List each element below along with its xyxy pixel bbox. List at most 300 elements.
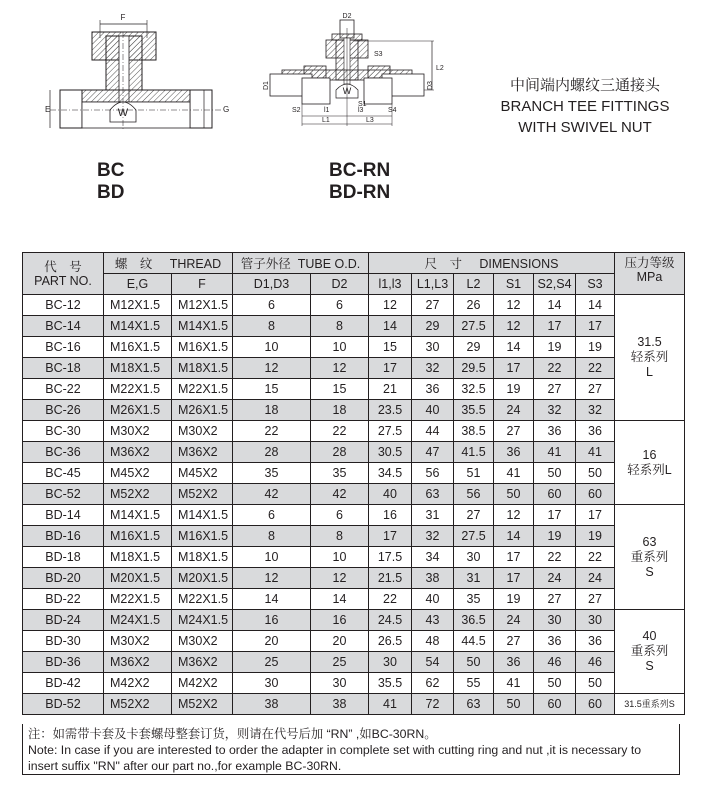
table-row [23, 610, 685, 631]
pressure-series: 重系列 [630, 644, 669, 658]
table-cell: 36 [534, 421, 576, 442]
table-cell: 8 [311, 526, 369, 547]
table-cell: 25 [233, 652, 311, 673]
table-cell: M20X1.5 [172, 568, 233, 589]
table-cell: 21 [369, 379, 412, 400]
table-cell: 40 [412, 400, 454, 421]
table-cell: 12 [233, 358, 311, 379]
table-cell: 22 [311, 421, 369, 442]
table-cell: 36 [576, 631, 615, 652]
table-cell: 17 [494, 568, 534, 589]
table-cell: 6 [233, 295, 311, 316]
table-cell: M45X2 [172, 463, 233, 484]
table-row [23, 694, 685, 715]
table-cell: 50 [494, 484, 534, 505]
table-cell: 60 [576, 484, 615, 505]
table-cell: M42X2 [172, 673, 233, 694]
part-number-cell: BD-22 [23, 589, 104, 610]
table-cell: 35 [311, 463, 369, 484]
table-cell: M24X1.5 [104, 610, 172, 631]
table-cell: 50 [534, 673, 576, 694]
table-cell: 15 [311, 379, 369, 400]
table-cell: 30 [576, 610, 615, 631]
table-cell: 17 [576, 316, 615, 337]
table-cell: 36 [576, 421, 615, 442]
table-row [23, 673, 685, 694]
col-d2: D2 [311, 274, 369, 295]
pressure-code: S [645, 564, 654, 579]
table-cell: 35 [233, 463, 311, 484]
table-cell: M52X2 [172, 484, 233, 505]
table-row [23, 589, 685, 610]
model-bc-rn: BC-RN [329, 160, 391, 181]
label-l1: l1 [324, 107, 330, 114]
table-cell: M14X1.5 [104, 505, 172, 526]
table-cell: 28 [311, 442, 369, 463]
table-cell: 38.5 [454, 421, 494, 442]
table-cell: 38 [233, 694, 311, 715]
table-cell: 36.5 [454, 610, 494, 631]
table-cell: 14 [494, 337, 534, 358]
table-row [23, 442, 685, 463]
table-cell: 43 [412, 610, 454, 631]
table-cell: 6 [311, 505, 369, 526]
table-cell: 27.5 [454, 316, 494, 337]
table-cell: 27 [494, 421, 534, 442]
table-cell: 24 [534, 568, 576, 589]
part-number-cell: BD-18 [23, 547, 104, 568]
table-cell: 46 [576, 652, 615, 673]
table-cell: 8 [233, 526, 311, 547]
table-cell: M18X1.5 [172, 547, 233, 568]
table-cell: 54 [412, 652, 454, 673]
col-d1d3: D1,D3 [233, 274, 311, 295]
col-l2: L2 [454, 274, 494, 295]
table-cell: 12 [494, 295, 534, 316]
table-cell: 6 [311, 295, 369, 316]
table-cell: 12 [494, 316, 534, 337]
table-cell: 17 [494, 547, 534, 568]
table-cell: 22 [576, 547, 615, 568]
table-cell: 34 [412, 547, 454, 568]
pressure-rating-cell [615, 505, 685, 610]
table-cell: M36X2 [104, 442, 172, 463]
table-cell: M26X1.5 [172, 400, 233, 421]
table-cell: 17 [534, 505, 576, 526]
col-l1l3-small: l1,l3 [369, 274, 412, 295]
table-cell: 14 [233, 589, 311, 610]
model-bc: BC [97, 160, 125, 181]
table-cell: 19 [534, 337, 576, 358]
part-number-cell: BC-45 [23, 463, 104, 484]
table-cell: 19 [576, 337, 615, 358]
table-cell: 48 [412, 631, 454, 652]
label-L3: L3 [366, 117, 374, 124]
table-cell: 16 [311, 610, 369, 631]
table-cell: 21.5 [369, 568, 412, 589]
pressure-value: 31.5重系列S [624, 698, 675, 709]
table-cell: 41 [534, 442, 576, 463]
table-cell: 12 [494, 505, 534, 526]
table-cell: 24.5 [369, 610, 412, 631]
table-cell: M36X2 [104, 652, 172, 673]
table-cell: 50 [576, 463, 615, 484]
table-cell: 14 [494, 526, 534, 547]
model-labels-left [97, 160, 124, 204]
table-cell: M42X2 [104, 673, 172, 694]
part-number-cell: BC-30 [23, 421, 104, 442]
table-cell: 27 [576, 379, 615, 400]
table-cell: M52X2 [172, 694, 233, 715]
table-cell: M30X2 [104, 631, 172, 652]
table-cell: M22X1.5 [104, 589, 172, 610]
table-cell: 12 [311, 568, 369, 589]
table-cell: 27 [576, 589, 615, 610]
pressure-value: 16 [642, 447, 657, 462]
table-cell: 14 [534, 295, 576, 316]
table-cell: M18X1.5 [104, 547, 172, 568]
table-cell: 18 [233, 400, 311, 421]
table-cell: 35 [454, 589, 494, 610]
header-part-no [23, 253, 104, 295]
table-cell: 8 [233, 316, 311, 337]
table-cell: 31 [454, 568, 494, 589]
table-cell: M30X2 [172, 631, 233, 652]
table-cell: 50 [494, 694, 534, 715]
part-number-cell: BD-20 [23, 568, 104, 589]
table-cell: M36X2 [172, 442, 233, 463]
table-cell: M16X1.5 [104, 526, 172, 547]
table-cell: M26X1.5 [104, 400, 172, 421]
table-cell: 60 [534, 484, 576, 505]
table-cell: 27 [454, 505, 494, 526]
table-cell: 55 [454, 673, 494, 694]
table-cell: 27 [412, 295, 454, 316]
table-row [23, 316, 685, 337]
part-number-cell: BC-26 [23, 400, 104, 421]
pressure-rating-cell [615, 295, 685, 421]
table-cell: 17.5 [369, 547, 412, 568]
table-cell: 36 [494, 442, 534, 463]
table-cell: 19 [494, 589, 534, 610]
table-row [23, 295, 685, 316]
table-cell: 22 [369, 589, 412, 610]
table-cell: 40 [369, 484, 412, 505]
pressure-rating-cell [615, 421, 685, 505]
model-bd: BD [97, 182, 125, 203]
part-number-cell: BC-22 [23, 379, 104, 400]
table-cell: 27 [494, 631, 534, 652]
table-cell: 30 [369, 652, 412, 673]
pressure-rating-cell [615, 694, 685, 715]
label-S4: S4 [388, 107, 397, 114]
table-cell: 30 [233, 673, 311, 694]
label-D3: D3 [427, 81, 434, 90]
table-cell: 41 [494, 673, 534, 694]
table-cell: 41 [494, 463, 534, 484]
table-row [23, 379, 685, 400]
table-cell: 46 [534, 652, 576, 673]
table-cell: 30 [311, 673, 369, 694]
table-row [23, 652, 685, 673]
table-cell: 10 [311, 337, 369, 358]
label-l3: l3 [358, 107, 364, 114]
header-dim-cn: 尺 寸 [424, 257, 462, 271]
header-row-1 [23, 253, 685, 274]
table-cell: M22X1.5 [172, 379, 233, 400]
label-D2: D2 [342, 13, 352, 20]
table-cell: 28 [233, 442, 311, 463]
part-number-cell: BC-16 [23, 337, 104, 358]
col-s1: S1 [494, 274, 534, 295]
header-part-en: PART NO. [34, 273, 92, 288]
label-E: E [45, 105, 51, 114]
note-cn: 注：如需带卡套及卡套螺母整套订货，则请在代号后加 “RN” ,如BC-30RN。 [28, 727, 437, 741]
table-cell: 22 [534, 358, 576, 379]
table-cell: 12 [369, 295, 412, 316]
table-cell: M30X2 [104, 421, 172, 442]
table-cell: 26 [454, 295, 494, 316]
table-cell: M52X2 [104, 484, 172, 505]
table-row [23, 526, 685, 547]
col-s3: S3 [576, 274, 615, 295]
table-cell: 8 [311, 316, 369, 337]
label-S2: S2 [292, 107, 301, 114]
header-pressure [615, 253, 685, 295]
table-cell: 29.5 [454, 358, 494, 379]
table-cell: 22 [576, 358, 615, 379]
table-row [23, 547, 685, 568]
part-number-cell: BD-52 [23, 694, 104, 715]
model-bd-rn: BD-RN [329, 182, 391, 203]
header-thread [104, 253, 233, 274]
part-number-cell: BD-16 [23, 526, 104, 547]
table-cell: 6 [233, 505, 311, 526]
table-cell: 38 [412, 568, 454, 589]
label-D1: D1 [263, 81, 270, 90]
table-cell: 50 [534, 463, 576, 484]
table-cell: 17 [369, 358, 412, 379]
table-cell: 27 [534, 379, 576, 400]
table-cell: 14 [576, 295, 615, 316]
table-cell: 27.5 [454, 526, 494, 547]
pressure-series: 轻系列L [627, 462, 672, 477]
table-cell: 41 [576, 442, 615, 463]
table-cell: M22X1.5 [172, 589, 233, 610]
table-cell: 35.5 [454, 400, 494, 421]
pressure-code: S [645, 659, 654, 673]
part-number-cell: BD-24 [23, 610, 104, 631]
product-title [470, 75, 700, 138]
tee-fitting-drawing-bc-bd [30, 10, 240, 130]
table-cell: 41.5 [454, 442, 494, 463]
tee-fitting-drawing-bc-rn-bd-rn [262, 8, 447, 133]
table-cell: M16X1.5 [172, 526, 233, 547]
table-cell: 17 [369, 526, 412, 547]
table-cell: 19 [494, 379, 534, 400]
title-en-line1: BRANCH TEE FITTINGS [500, 98, 670, 115]
table-cell: 35.5 [369, 673, 412, 694]
part-number-cell: BD-42 [23, 673, 104, 694]
part-number-cell: BC-52 [23, 484, 104, 505]
table-cell: 60 [576, 694, 615, 715]
table-cell: 16 [233, 610, 311, 631]
table-cell: 25 [311, 652, 369, 673]
table-cell: 30 [412, 337, 454, 358]
table-cell: 12 [311, 358, 369, 379]
table-cell: M18X1.5 [104, 358, 172, 379]
part-number-cell: BC-18 [23, 358, 104, 379]
table-cell: 29 [412, 316, 454, 337]
table-cell: 42 [311, 484, 369, 505]
header-thread-cn: 螺 纹 [114, 257, 153, 271]
table-cell: M12X1.5 [172, 295, 233, 316]
title-cn: 中间端内螺纹三通接头 [509, 77, 660, 94]
table-cell: M16X1.5 [104, 337, 172, 358]
table-cell: 72 [412, 694, 454, 715]
table-cell: 63 [454, 694, 494, 715]
table-row [23, 568, 685, 589]
col-s2s4: S2,S4 [534, 274, 576, 295]
header-thread-en: THREAD [169, 257, 222, 271]
table-cell: 32 [412, 526, 454, 547]
col-l1l3: L1,L3 [412, 274, 454, 295]
part-number-cell: BD-36 [23, 652, 104, 673]
pressure-value: 63 [642, 534, 657, 549]
col-f: F [172, 274, 233, 295]
pressure-value: 40 [642, 629, 657, 643]
table-cell: 56 [454, 484, 494, 505]
table-cell: M30X2 [172, 421, 233, 442]
table-cell: M22X1.5 [104, 379, 172, 400]
table-cell: 19 [534, 526, 576, 547]
table-cell: 14 [311, 589, 369, 610]
table-row [23, 505, 685, 526]
label-F: F [120, 13, 126, 22]
order-note [22, 724, 680, 775]
table-cell: 10 [233, 337, 311, 358]
table-cell: M14X1.5 [172, 505, 233, 526]
table-cell: 63 [412, 484, 454, 505]
table-row [23, 631, 685, 652]
table-row [23, 421, 685, 442]
table-cell: 30 [534, 610, 576, 631]
table-cell: 18 [311, 400, 369, 421]
table-cell: 20 [233, 631, 311, 652]
part-number-cell: BC-12 [23, 295, 104, 316]
table-cell: 32 [412, 358, 454, 379]
table-cell: 36 [494, 652, 534, 673]
table-cell: 40 [412, 589, 454, 610]
label-L2: L2 [436, 65, 444, 72]
note-en: Note: In case if you are interested to order the adapter in complete set with cutting ring and nut ,it is necessary to insert suffix "RN" after our part no.,for example BC-30RN. [28, 743, 642, 773]
table-cell: M45X2 [104, 463, 172, 484]
header-dimensions [369, 253, 615, 274]
table-cell: 27 [534, 589, 576, 610]
label-S1: S1 [358, 101, 367, 108]
table-cell: 12 [233, 568, 311, 589]
table-cell: 10 [311, 547, 369, 568]
table-cell: 10 [233, 547, 311, 568]
table-cell: M18X1.5 [172, 358, 233, 379]
table-cell: 36 [534, 631, 576, 652]
table-row [23, 337, 685, 358]
model-labels-right [329, 160, 390, 204]
pressure-code: L [646, 365, 653, 379]
table-cell: 50 [454, 652, 494, 673]
table-cell: 17 [494, 358, 534, 379]
table-cell: 36 [412, 379, 454, 400]
table-cell: 22 [233, 421, 311, 442]
table-cell: M14X1.5 [104, 316, 172, 337]
table-row [23, 463, 685, 484]
part-number-cell: BC-36 [23, 442, 104, 463]
table-cell: 24 [494, 610, 534, 631]
title-en-line2: WITH SWIVEL NUT [518, 119, 652, 136]
table-cell: M20X1.5 [104, 568, 172, 589]
header-dim-en: DIMENSIONS [479, 257, 559, 271]
table-cell: M24X1.5 [172, 610, 233, 631]
svg-text:W: W [342, 86, 352, 96]
table-cell: M12X1.5 [104, 295, 172, 316]
header-row-2 [23, 274, 685, 295]
label-L1: L1 [322, 117, 330, 124]
table-cell: 24 [494, 400, 534, 421]
pressure-value: 31.5 [637, 335, 662, 349]
table-cell: 30.5 [369, 442, 412, 463]
table-cell: 41 [369, 694, 412, 715]
spec-table [22, 252, 685, 715]
table-cell: 32 [576, 400, 615, 421]
table-cell: 44.5 [454, 631, 494, 652]
table-cell: 17 [534, 316, 576, 337]
table-cell: 15 [233, 379, 311, 400]
table-cell: M52X2 [104, 694, 172, 715]
table-cell: 50 [576, 673, 615, 694]
table-cell: 62 [412, 673, 454, 694]
table-cell: 17 [576, 505, 615, 526]
table-row [23, 358, 685, 379]
table-cell: 29 [454, 337, 494, 358]
part-number-cell: BD-14 [23, 505, 104, 526]
col-eg: E,G [104, 274, 172, 295]
pressure-series: 轻系列 [630, 350, 669, 364]
part-number-cell: BD-30 [23, 631, 104, 652]
table-cell: 15 [369, 337, 412, 358]
table-cell: 30 [454, 547, 494, 568]
table-row [23, 400, 685, 421]
pressure-series: 重系列 [630, 549, 669, 564]
table-cell: M14X1.5 [172, 316, 233, 337]
table-cell: 22 [534, 547, 576, 568]
table-cell: 32.5 [454, 379, 494, 400]
table-cell: 56 [412, 463, 454, 484]
table-cell: 34.5 [369, 463, 412, 484]
header-pressure-en: MPa [636, 270, 663, 284]
table-cell: 20 [311, 631, 369, 652]
table-cell: 38 [311, 694, 369, 715]
table-cell: 32 [534, 400, 576, 421]
header-part-cn: 代 号 [44, 259, 82, 274]
svg-text:W: W [117, 107, 129, 119]
part-number-cell: BC-14 [23, 316, 104, 337]
table-cell: 47 [412, 442, 454, 463]
table-cell: M16X1.5 [172, 337, 233, 358]
table-cell: 24 [576, 568, 615, 589]
header-tube-en: TUBE O.D. [297, 257, 361, 271]
table-cell: 26.5 [369, 631, 412, 652]
table-cell: 16 [369, 505, 412, 526]
